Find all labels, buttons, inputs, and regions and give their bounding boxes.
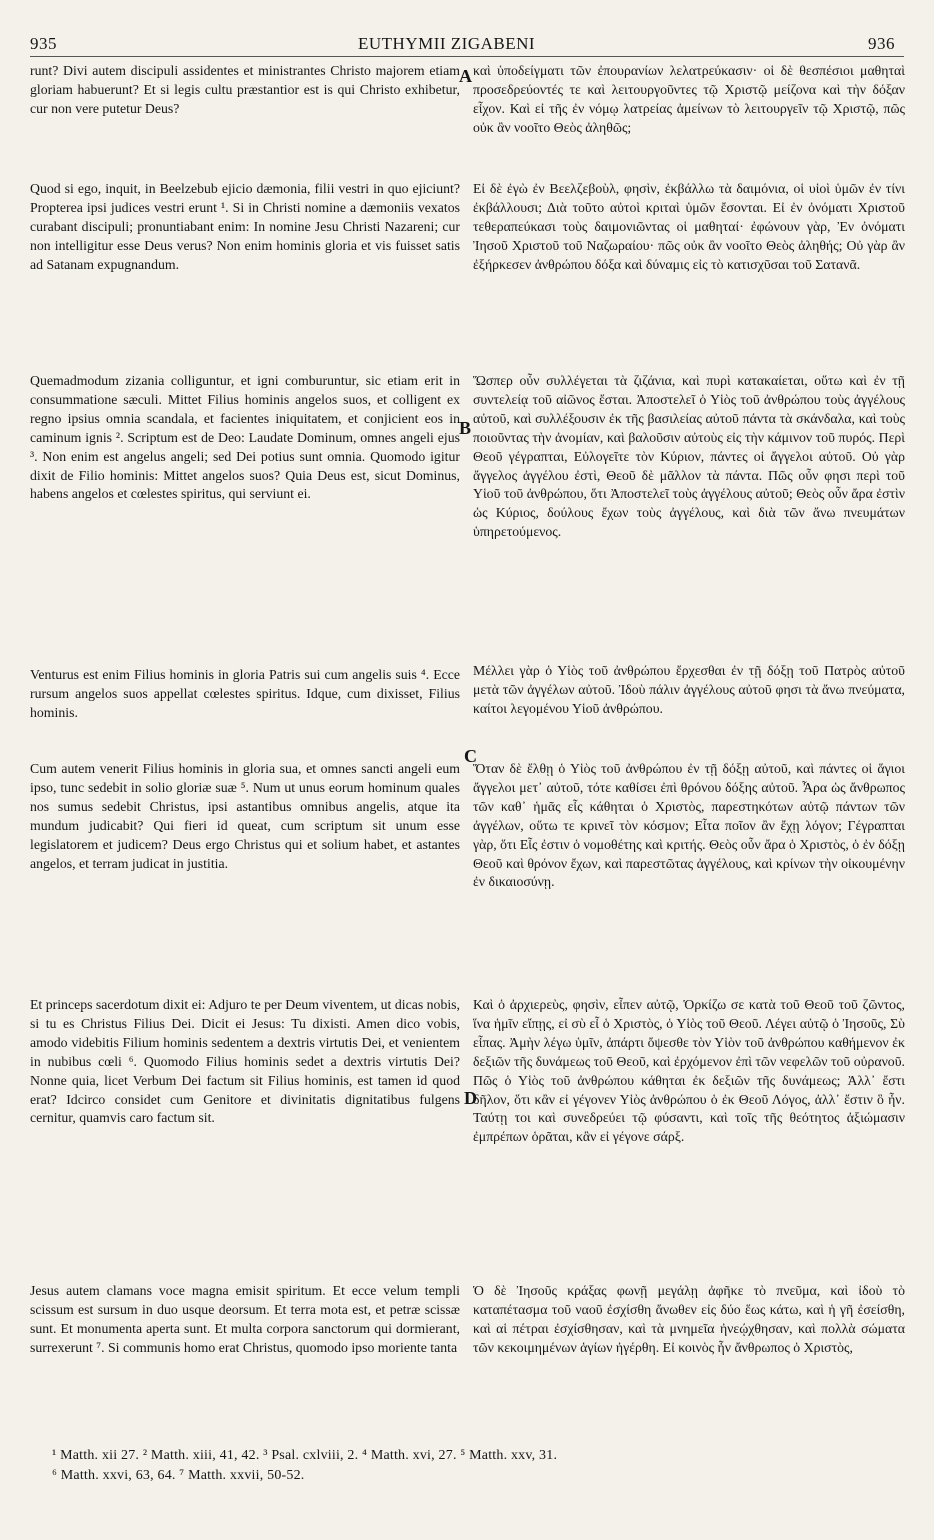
running-title: EUTHYMII ZIGABENI xyxy=(358,34,536,53)
latin-paragraph-7: Jesus autem clamans voce magna emisit spiritum. Et ecce velum templi scissum est sursum in duo usque deorsum. Et terra mota est, et petræ scissæ sunt. Et monumenta aperta sunt. Et multa corpora sanctorum qui dormierant, surrexerunt ⁷. Si communis homo erat Christus, quomodo ipso moriente tanta xyxy=(30,1283,460,1355)
margin-letter-a: A xyxy=(459,66,472,86)
margin-letter-d: D xyxy=(464,1088,477,1108)
greek-paragraph-3: Ὥσπερ οὖν συλλέγεται τὰ ζιζάνια, καὶ πυρὶ κατακαίεται, οὕτω καὶ ἐν τῇ συντελείᾳ τοῦ αἰῶνος ἔσται. Ἀποστελεῖ ὁ Υἱὸς τοῦ ἀνθρώπου τοὺς ἀγγέλους αὐτοῦ, καὶ συλλέξουσιν ἐκ τῆς βασιλείας αὐτοῦ πάντα τὰ σκάνδαλα, καὶ τοὺς ποιοῦντας τὴν ἀνομίαν, καὶ βαλοῦσιν αὐτοὺς εἰς τὴν κάμινον τοῦ πυρός. Περὶ Θεοῦ γέγραπται, Εὐλογεῖτε τὸν Κύριον, πάντες οἱ ἄγγελοι αὐτοῦ. Οὐ γὰρ ἄγγελος ἀγγέλου ἐστὶ, Θεοῦ δὲ μᾶλλον τὰ πάντα. Πῶς οὖν φησι περὶ τοῦ Υἱοῦ τοῦ ἀνθρώπου, ὅτι Ἀποστελεῖ τοὺς ἀγγέλους αὐτοῦ; Θεὸς οὖν ἄρα ἐστὶν ὡς Κύριος, δούλους ἔχων τοὺς ἀγγέλους, καὶ διὰ τῶν ἄνω πνευμάτων ὑπηρετούμενος. xyxy=(473,373,905,540)
greek-paragraph-5: Ὅταν δὲ ἔλθῃ ὁ Υἱὸς τοῦ ἀνθρώπου ἐν τῇ δόξῃ αὐτοῦ, καὶ πάντες οἱ ἅγιοι ἄγγελοι μετ᾽ αὐτοῦ, τότε καθίσει ἐπὶ θρόνου δόξης αὐτοῦ. Ἆρα ὡς ἄνθρωπος τῶν καθ᾽ ἡμᾶς εἷς κάθηται ὁ Χριστὸς, παρεστηκότων αὐτῷ πάντων τῶν ἀγγέλων, οὕτω τε κρινεῖ τὸν κόσμον; Εἶτα ποῖον ἂν ἔχῃ λόγον; Γέγραπται γὰρ, ὅτι Εἷς ἐστιν ὁ νομοθέτης καὶ κριτής. Θεὸς οὖν ἄρα ὁ Χριστὸς, ὁ ἐν δόξῃ Θεοῦ καὶ θρόνον ἔχων, καὶ παρεστῶτας ἀγγέλους, καὶ κρίνων τὴν οἰκουμένην ἐν δικαιοσύνῃ. xyxy=(473,761,905,890)
greek-paragraph-2: Εἰ δὲ ἐγὼ ἐν Βεελζεβοὺλ, φησὶν, ἐκβάλλω τὰ δαιμόνια, οἱ υἱοὶ ὑμῶν ἐν τίνι ἐκβάλλουσι; Διὰ τοῦτο αὐτοὶ κριταὶ ὑμῶν ἔσονται. Εἰ ἐν ὀνόματι Χριστοῦ τεθεραπεύκασι τοὺς δαιμονιῶντας οἱ μαθηταί· ἐφώνουν γὰρ, Ἐν ὀνόματι Ἰησοῦ Χριστοῦ τοῦ Ναζωραίου· πῶς οὐκ ἂν νοοῖτο Θεὸς ἀληθής; Οὐ γὰρ ἂν ἐξήρκεσεν ἀνθρώπου δόξα καὶ δύναμις εἰς τὸ κατισχῦσαι τοῦ Σατανᾶ. xyxy=(473,181,905,272)
page-number-right: 936 xyxy=(868,34,895,53)
footnotes-line-1: ¹ Matth. xii 27. ² Matth. xiii, 41, 42. ³ Psal. cxlviii, 2. ⁴ Matth. xvi, 27. ⁵ Matth. xxv, 31. xyxy=(52,1448,558,1463)
latin-paragraph-5: Cum autem venerit Filius hominis in gloria sua, et omnes sancti angeli eum ipso, tunc sedebit in solio gloriæ suæ ⁵. Num ut unus eorum hominum quales nos sumus sedebit Christus, ipsi astantibus omnibus angelis, atque ita mundum judicabit? Qui fieri id queat, cum scriptum sit unum esse legislatorem et judicem? Deus ergo Christus qui et solium habet, et astantes angelos, et terram judicat in justitia. xyxy=(30,761,460,871)
margin-letter-c: C xyxy=(464,746,477,766)
latin-paragraph-1: runt? Divi autem discipuli assidentes et ministrantes Christo majorem etiam gloriam habuerunt? Et si legis cultu præstantior est is qui Christo exhibetur, cur non vere putetur Deus? xyxy=(30,63,460,116)
greek-paragraph-6: Καὶ ὁ ἀρχιερεὺς, φησὶν, εἶπεν αὐτῷ, Ὁρκίζω σε κατὰ τοῦ Θεοῦ τοῦ ζῶντος, ἵνα ἡμῖν εἴπῃς, εἰ σὺ εἶ ὁ Χριστὸς, ὁ Υἱὸς τοῦ Θεοῦ. Λέγει αὐτῷ ὁ Ἰησοῦς, Σὺ εἶπας. Ἀμὴν λέγω ὑμῖν, ἀπάρτι ὄψεσθε τὸν Υἱὸν τοῦ ἀνθρώπου καθήμενον ἐκ δεξιῶν τῆς δυνάμεως τοῦ Θεοῦ, καὶ ἐρχόμενον ἐπὶ τῶν νεφελῶν τοῦ οὐρανοῦ. Πῶς ὁ Υἱὸς τοῦ ἀνθρώπου κάθηται ἐκ δεξιῶν τῆς δυνάμεως; Ἀλλ᾽ ἔστι δῆλον, ὅτι κἂν εἰ γέγονεν Υἱὸς ἀνθρώπου ὁ ἐκ Θεοῦ Λόγος, ἀλλ᾽ ἔστιν ὃ ἦν. Ταύτῃ τοι καὶ συνεδρεύει τῷ φύσαντι, καὶ τοῖς τῆς θεότητος ἀξιώμασιν ἐμπρέπων ὁρᾶται, κἂν εἰ γέγονε σάρξ. xyxy=(473,997,905,1145)
header-rule xyxy=(30,56,904,57)
margin-letter-b: B xyxy=(459,418,472,438)
greek-paragraph-7: Ὁ δὲ Ἰησοῦς κράξας φωνῇ μεγάλῃ ἀφῆκε τὸ πνεῦμα, καὶ ἰδοὺ τὸ καταπέτασμα τοῦ ναοῦ ἐσχίσθη ἄνωθεν εἰς δύο ἕως κάτω, καὶ ἡ γῆ ἐσείσθη, καὶ αἱ πέτραι ἐσχίσθησαν, καὶ τὰ μνημεῖα ἠνεῴχθησαν, καὶ πολλὰ σώματα τῶν κεκοιμημένων ἁγίων ἠγέρθη. Εἰ κοινὸς ἦν ἄνθρωπος ὁ Χριστὸς, xyxy=(473,1283,905,1355)
latin-paragraph-4: Venturus est enim Filius hominis in gloria Patris sui cum angelis suis ⁴. Ecce rursum angelos suos appellat cœlestes spiritus. Idque, cum dixisset, Filius hominis. xyxy=(30,667,460,720)
footnotes-line-2: ⁶ Matth. xxvi, 63, 64. ⁷ Matth. xxvii, 50-52. xyxy=(52,1468,305,1483)
latin-paragraph-6: Et princeps sacerdotum dixit ei: Adjuro te per Deum viventem, ut dicas nobis, si tu es Christus Filius Dei. Dicit ei Jesus: Tu dixisti. Amen dico vobis, amodo videbitis Filium hominis sedentem a dextris virtutis Dei, et venientem in nubibus cœli ⁶. Quomodo Filius hominis sedet a dextris virtutis Dei? Nonne quia, licet Verbum Dei factum sit Filius hominis, est tamen id quod erat? Idcirco considet cum Genitore et divinitatis dignitatibus fulgens cernitur, quamvis caro factum sit. xyxy=(30,997,460,1126)
page-number-left: 935 xyxy=(30,34,57,53)
greek-paragraph-1: καὶ ὑποδείγματι τῶν ἐπουρανίων λελατρεύκασιν· οἱ δὲ θεσπέσιοι μαθηταὶ προσεδρεύοντές τε καὶ λειτουργοῦντες τῷ Χριστῷ μείζονα καὶ τὴν δόξαν εἶχον. Καὶ εἰ τῆς ἐν νόμῳ λατρείας ἀμείνων τὸ λειτουργεῖν τῷ Χριστῷ, πῶς οὐκ ἂν νοοῖτο Θεὸς ἀληθῶς; xyxy=(473,63,905,135)
greek-paragraph-4: Μέλλει γὰρ ὁ Υἱὸς τοῦ ἀνθρώπου ἔρχεσθαι ἐν τῇ δόξῃ τοῦ Πατρὸς αὐτοῦ μετὰ τῶν ἀγγέλων αὐτοῦ. Ἰδοὺ πάλιν ἀγγέλους αὐτοῦ φησι τὰ ἄνω πνεύματα, καίτοι λεγομένου Υἱοῦ ἀνθρώπου. xyxy=(473,663,905,716)
latin-paragraph-2: Quod si ego, inquit, in Beelzebub ejicio dæmonia, filii vestri in quo ejiciunt? Propterea ipsi judices vestri erunt ¹. Si in Christi nomine a dæmoniis vexatos curabant discipuli; pronuntiabant enim: In nomine Jesu Christi Nazareni; cur non intelligitur esse Deus verus? Non enim hominis gloria et vis fuisset satis ad Satanam expugnandum. xyxy=(30,181,460,272)
latin-paragraph-3: Quemadmodum zizania colliguntur, et igni comburuntur, sic etiam erit in consummatione sæculi. Mittet Filius hominis angelos suos, et colligent ex regno ipsius omnia scandala, et facientes iniquitatem, et conjicient eos in caminum ignis ². Scriptum est de Deo: Laudate Dominum, omnes angeli ejus ³. Non enim est angelus angeli; sed Dei potius sunt omnia. Quomodo igitur dixit de Filio hominis: Mittet angelos suos? Quia Deus est, sicut Dominus, habens angelos et cœlestes spiritus, qui serviunt ei. xyxy=(30,373,460,502)
